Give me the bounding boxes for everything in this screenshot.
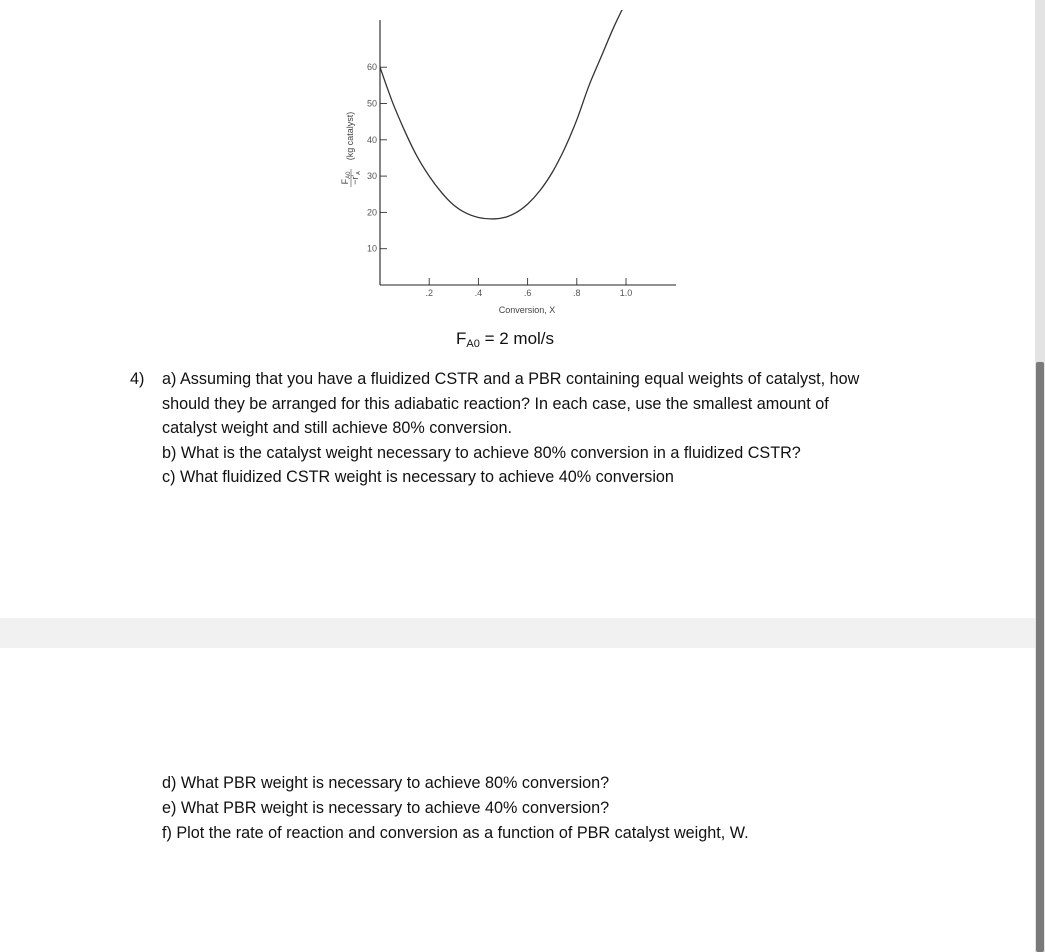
question-a-line-1: a) Assuming that you have a fluidized CSTR and a PBR containing equal weights of catalyst, how [162,370,860,388]
page-separator [0,618,1035,648]
y-axis-title [340,112,362,187]
caption-rest: = 2 mol/s [479,329,555,348]
caption-main: F [456,329,467,348]
y-title-suffix: (kg catalyst) [345,111,355,161]
y-tick-label: 60 [366,62,377,73]
x-tick-label: .4 [474,288,483,298]
question-c: c) What fluidized CSTR weight is necessary to achieve 40% conversion [162,468,674,486]
flow-rate-caption [456,329,554,349]
x-ticks [425,278,632,298]
x-tick-label: 1.0 [619,288,633,298]
y-title-den-sub: A [356,171,362,175]
y-tick-label: 10 [366,243,377,254]
y-title-num: F [340,178,350,185]
question-e: e) What PBR weight is necessary to achieve 40% conversion? [162,799,610,817]
conversion-chart [330,10,690,320]
question-a-line-2: should they be arranged for this adiabatic reaction? In each case, use the smallest amount of [162,394,829,413]
y-tick-label: 50 [366,98,377,109]
y-ticks [367,62,387,254]
question-b: b) What is the catalyst weight necessary to achieve 80% conversion in a fluidized CSTR? [162,443,801,462]
y-tick-label: 30 [366,171,377,182]
question-d: d) What PBR weight is necessary to achieve 80% conversion? [162,774,610,792]
y-tick-label: 20 [366,207,377,218]
y-title-den: −r' [350,174,360,185]
x-axis-title: Conversion, X [498,305,556,315]
caption-sub: A0 [466,338,480,350]
x-tick-label: .6 [523,288,532,298]
x-tick-label: .2 [425,288,433,298]
scrollbar-thumb[interactable] [1036,362,1044,952]
question-number: 4) [130,370,145,388]
vertical-scrollbar[interactable] [1035,0,1045,952]
question-a-line-3: catalyst weight and still achieve 80% conversion. [162,419,513,437]
y-tick-label: 40 [366,134,377,145]
x-tick-label: .8 [573,288,581,298]
data-series-line [380,10,626,219]
question-f: f) Plot the rate of reaction and conversion as a function of PBR catalyst weight, W. [162,824,749,842]
y-title-num-sub: A0 [346,171,352,179]
